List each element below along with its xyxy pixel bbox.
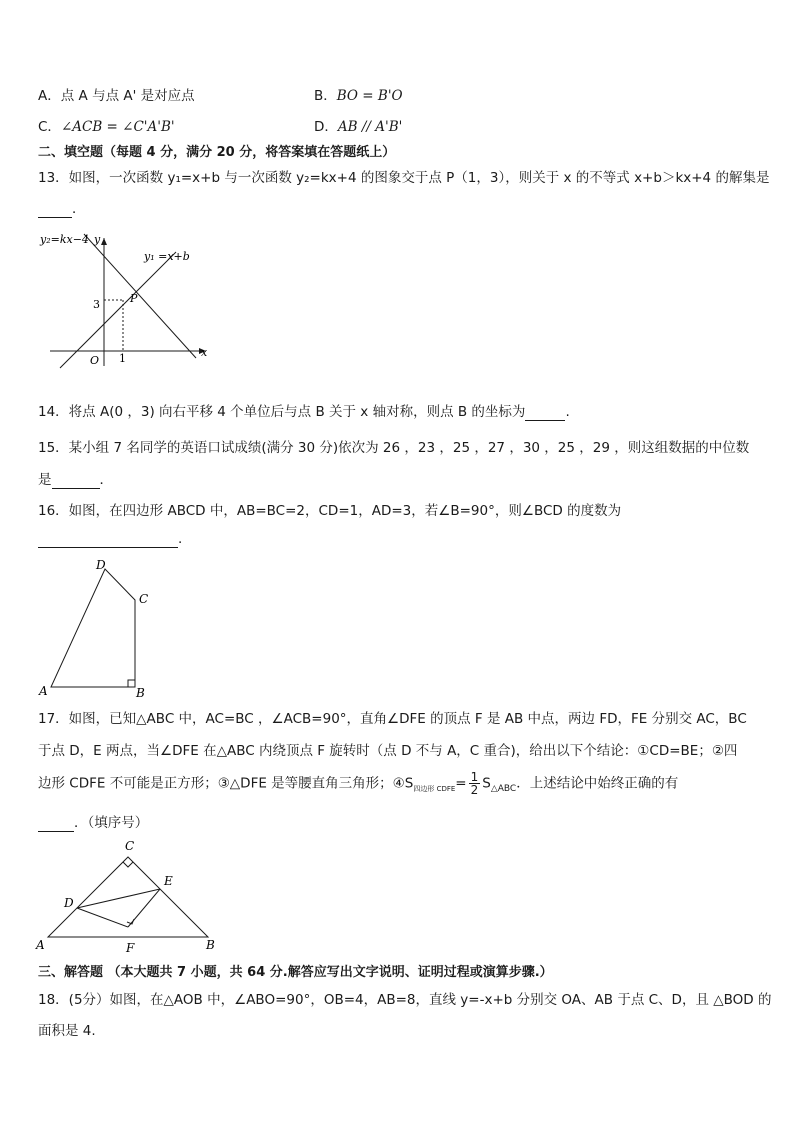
segment-fd [77,908,128,927]
label-o: O [90,354,100,367]
label-y2: y₂=kx−4 [40,233,89,246]
q14-blank[interactable] [525,404,565,421]
right-angle-f [127,919,134,924]
label-3: 3 [93,298,100,311]
q12-option-b: B．BO = B'O [314,88,403,104]
q16-blank[interactable] [38,531,178,548]
q17-line3: 边形 CDFE 不可能是正方形；③△DFE 是等腰直角三角形；$④S_{四边形 CDFE}=$ $\frac{1}{2}$ $S_{\triangle ABC}$．上述结论中始终正确的有 [38,770,679,797]
label-b: B [136,686,145,700]
q18-line1: 18．(5分）如图，在△AOB 中，∠ABO=90°，OB=4，AB=8，直线 y=-x+b 分别交 OA、AB 于点 C、D，且 △BOD 的 [38,992,772,1008]
q17-figure [30,833,230,955]
label-c: C [125,839,135,853]
q16-figure [34,555,164,701]
q16-answer-line: . [38,531,182,548]
q12-option-c: C．∠ACB = ∠C'A'B' [38,119,175,135]
q18-line2: 面积是 4. [38,1023,96,1039]
segment-de [77,889,160,908]
q13-answer-line: ． [38,197,86,218]
y-axis-arrow [101,238,107,245]
q12-option-a: A．点 A 与点 A' 是对应点 [38,88,195,104]
label-p: P [130,292,138,305]
section2-heading: 二、填空题（每题 4 分，满分 20 分，将答案填在答题纸上） [38,145,396,160]
q14-text: 14．将点 A(0 ，3) 向右平移 4 个单位后与点 B 关于 x 轴对称，则点 B 的坐标为 . [38,404,570,420]
fraction-half: $\frac{1}{2}$ [470,770,479,797]
label-b: B [206,938,215,952]
q13-blank[interactable] [38,201,72,218]
q17-line4: ．（填序号） [38,811,148,832]
q16-text: 16．如图，在四边形 ABCD 中，AB=BC=2，CD=1，AD=3，若∠B=90°，则∠BCD 的度数为 [38,503,622,519]
right-angle-b [128,680,135,687]
q17-line1: 17．如图，已知△ABC 中，AC=BC ，∠ACB=90°，直角∠DFE 的顶点 F 是 AB 中点，两边 FD，FE 分别交 AC，BC [38,711,747,727]
label-1: 1 [119,352,126,365]
label-y: y [94,233,101,246]
q15-line1: 15．某小组 7 名同学的英语口试成绩(满分 30 分)依次为 26 ，23 ，25 ，27 ，30 ，25 ，29 ，则这组数据的中位数 [38,440,750,456]
right-angle-c [123,862,133,867]
label-y1: y₁ =x+b [144,250,190,263]
quadrilateral-abcd [51,569,135,687]
label-d: D [96,558,106,572]
q15-blank[interactable] [52,472,100,489]
label-a: A [36,938,45,952]
label-d: D [64,896,74,910]
q13-text: 13．如图，一次函数 y₁=x+b 与一次函数 y₂=kx+4 的图象交于点 P（1，3），则关于 x 的不等式 x+b＞kx+4 的解集是 [38,170,770,186]
q15-line2: 是 ． [38,472,113,488]
label-c: C [139,592,149,606]
q17-line2: 于点 D，E 两点，当∠DFE 在△ABC 内绕顶点 F 旋转时（点 D 不与 A，C 重合)，给出以下个结论：①CD=BE；②四 [38,743,738,759]
q17-blank[interactable] [38,815,74,832]
section3-heading: 三、解答题 （本大题共 7 小题，共 64 分.解答应写出文字说明、证明过程或演算步骤.） [38,965,553,980]
q13-graph [36,228,216,370]
label-f: F [126,941,135,955]
q12-option-d: D．AB // A'B' [314,119,403,135]
label-e: E [164,874,173,888]
label-a: A [39,684,48,698]
label-x: x [201,346,208,359]
